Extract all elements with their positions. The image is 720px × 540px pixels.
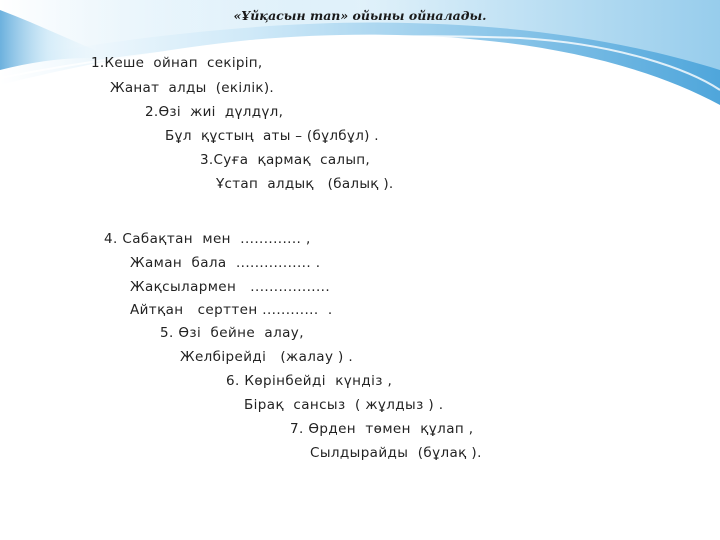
poem-line-6: Ұстап алдық (балық ). [216,176,394,192]
poem-line-9: Жақсылармен ................. [130,279,331,295]
poem-line-11: 5. Өзі бейне алау, [160,325,304,341]
poem-line-14: Бірақ сансыз ( жұлдыз ) . [244,397,444,413]
poem-line-15: 7. Өрден төмен құлап , [290,421,474,437]
poem-line-12: Желбірейді (жалау ) . [180,349,354,365]
poem-line-10: Айтқан серттен ............ . [130,302,333,318]
poem-line-3: 2.Өзі жиі дүлдүл, [145,104,284,120]
poem-line-8: Жаман бала ................ . [130,255,321,271]
poem-line-1: 1.Кеше ойнап секіріп, [91,55,263,71]
poem-line-5: 3.Суға қармақ салып, [200,152,371,168]
poem-line-4: Бұл құстың аты – (бұлбұл) . [165,128,379,144]
poem-line-7: 4. Сабақтан мен ............. , [104,231,311,247]
poem-line-2: Жанат алды (екілік). [110,80,275,96]
slide-title: «Ұйқасын тап» ойыны ойналады. [233,8,487,23]
poem-line-16: Сылдырайды (бұлақ ). [310,445,482,461]
poem-line-13: 6. Көрінбейді күндіз , [226,373,393,389]
